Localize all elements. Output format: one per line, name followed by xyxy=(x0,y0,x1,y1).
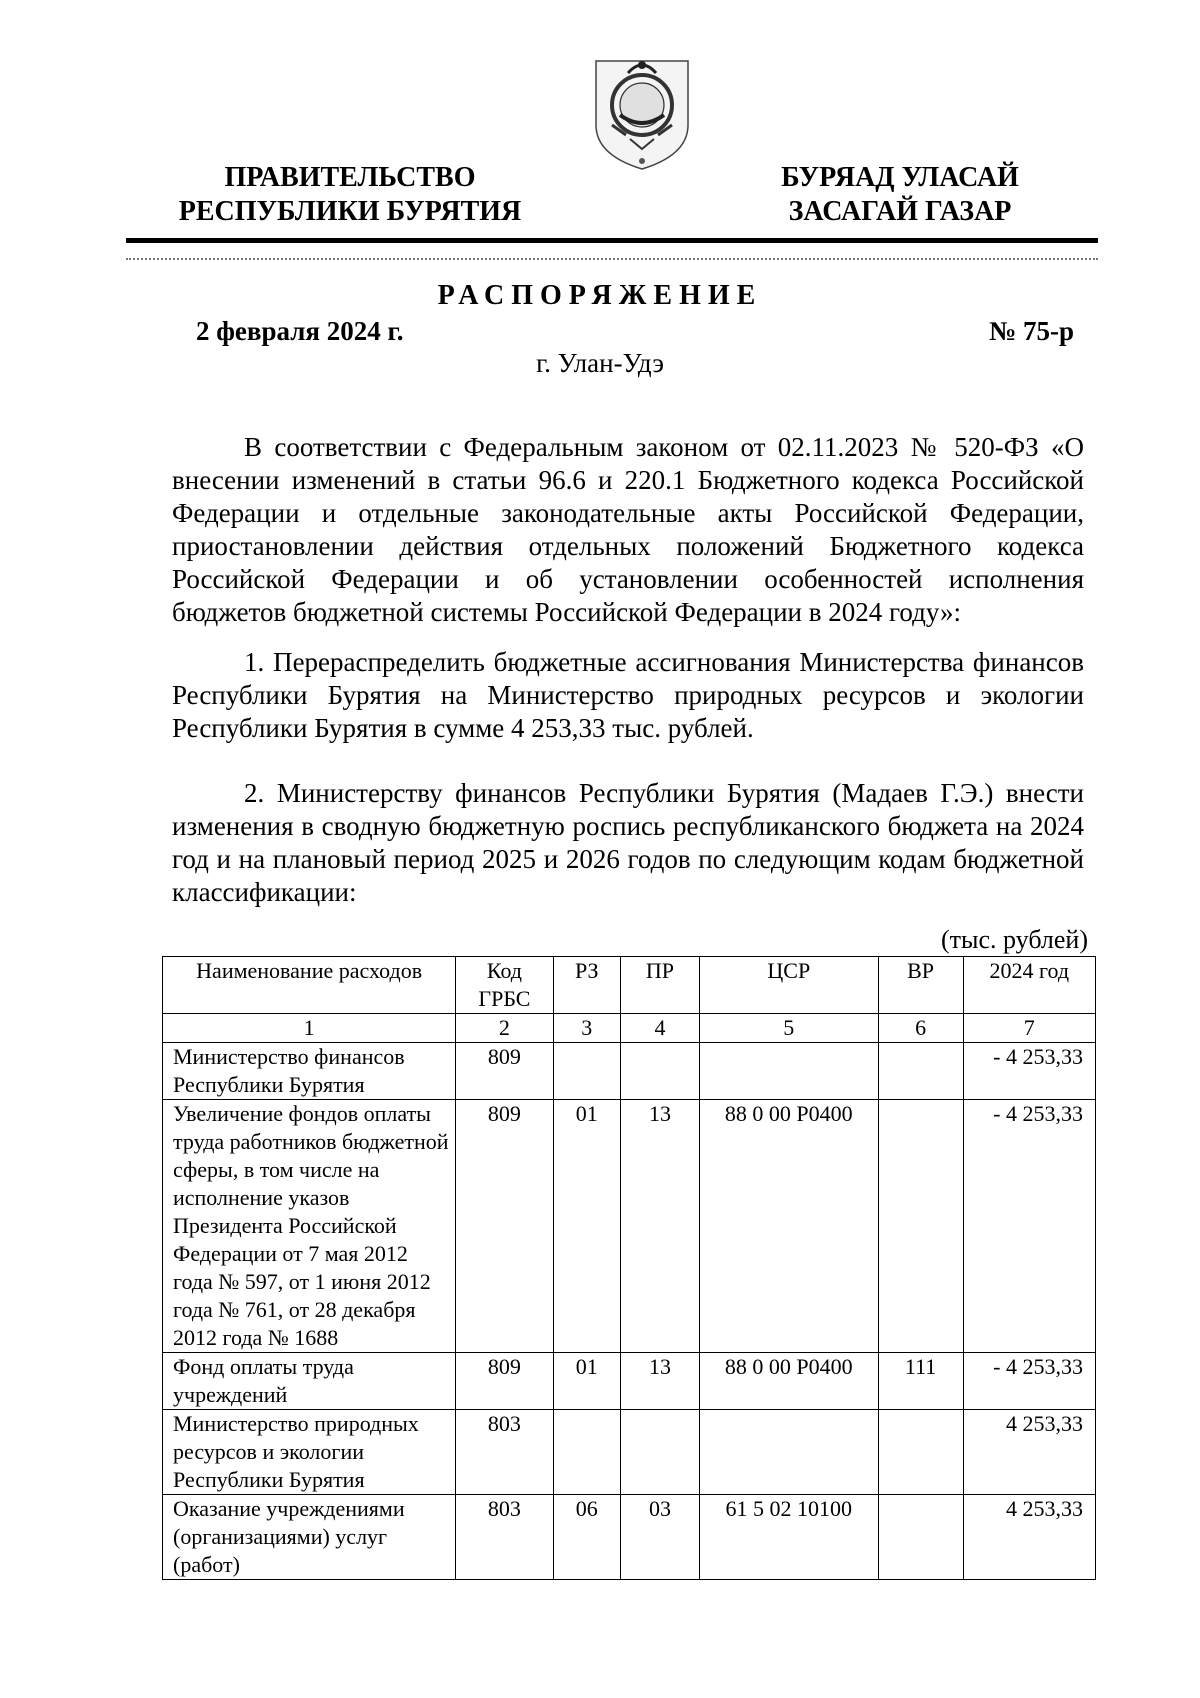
cell-grbs: 809 xyxy=(456,1353,553,1410)
cell-rz xyxy=(553,1043,620,1100)
header-sum: 2024 год xyxy=(963,957,1095,1014)
cell-csr: 88 0 00 Р0400 xyxy=(699,1353,878,1410)
issuer-buryat-line-1: БУРЯАД УЛАСАЙ xyxy=(781,162,1019,193)
cell-name: Оказание учреждениями (организациями) услуг (работ) xyxy=(163,1495,456,1580)
header-grbs: Код ГРБС xyxy=(456,957,553,1014)
header-name: Наименование расходов xyxy=(163,957,456,1014)
issuer-name-buryat xyxy=(760,161,1040,229)
cell-sum: - 4 253,33 xyxy=(963,1100,1095,1353)
document-number: № 75-р xyxy=(989,316,1074,346)
table-row xyxy=(163,1353,1096,1410)
issuer-line-1: ПРАВИТЕЛЬСТВО xyxy=(224,162,476,193)
cell-name: Увеличение фондов оплаты труда работников бюджетной сферы, в том числе на исполнение указов Президента Российской Федерации от 7 мая 2012 года № 597, от 1 июня 2012 года № 761, от 28 декабря 2012 года № 1688 xyxy=(163,1100,456,1353)
header-pr: ПР xyxy=(620,957,699,1014)
cell-csr xyxy=(699,1043,878,1100)
table-header-row xyxy=(163,957,1096,1014)
document-title: РАСПОРЯЖЕНИЕ xyxy=(437,280,763,311)
document-date: 2 февраля 2024 г. xyxy=(196,316,404,346)
cell-pr xyxy=(620,1043,699,1100)
header-rz: РЗ xyxy=(553,957,620,1014)
cell-pr xyxy=(620,1410,699,1495)
clause-1-paragraph: 1. Перераспределить бюджетные ассигнования Министерства финансов Республики Бурятия на Министерство природных ресурсов и экологии Республики Бурятия в сумме 4 253,33 тыс. рублей. xyxy=(172,647,1084,743)
cell-csr: 61 5 02 10100 xyxy=(699,1495,878,1580)
header-divider-thick xyxy=(126,238,1098,243)
cell-sum: 4 253,33 xyxy=(963,1495,1095,1580)
column-number-row xyxy=(163,1014,1096,1043)
cell-csr: 88 0 00 Р0400 xyxy=(699,1100,878,1353)
colnum-1: 1 xyxy=(163,1014,456,1043)
issuer-line-2: РЕСПУБЛИКИ БУРЯТИЯ xyxy=(178,196,522,227)
colnum-5: 5 xyxy=(699,1014,878,1043)
cell-rz: 01 xyxy=(553,1353,620,1410)
cell-rz: 01 xyxy=(553,1100,620,1353)
header-divider-thin xyxy=(126,258,1098,260)
colnum-4: 4 xyxy=(620,1014,699,1043)
table-unit-label: (тыс. рублей) xyxy=(940,925,1088,954)
cell-pr: 03 xyxy=(620,1495,699,1580)
cell-sum: - 4 253,33 xyxy=(963,1353,1095,1410)
cell-grbs: 809 xyxy=(456,1043,553,1100)
cell-name: Министерство финансов Республики Бурятия xyxy=(163,1043,456,1100)
cell-vr xyxy=(878,1043,963,1100)
cell-vr: 111 xyxy=(878,1353,963,1410)
cell-grbs: 803 xyxy=(456,1495,553,1580)
budget-table xyxy=(162,956,1096,1580)
cell-name: Министерство природных ресурсов и экологии Республики Бурятия xyxy=(163,1410,456,1495)
colnum-2: 2 xyxy=(456,1014,553,1043)
cell-pr: 13 xyxy=(620,1353,699,1410)
cell-vr xyxy=(878,1410,963,1495)
preamble-paragraph: В соответствии с Федеральным законом от 02.11.2023 № 520-ФЗ «О внесении изменений в статьи 96.6 и 220.1 Бюджетного кодекса Российской Федерации и отдельные законодательные акты Российской Федерации, приостановлении действия отдельных положений Бюджетного кодекса Российской Федерации и об установлении особенностей исполнения бюджетов бюджетной системы Российской Федерации в 2024 году»: xyxy=(172,432,1084,627)
colnum-7: 7 xyxy=(963,1014,1095,1043)
cell-vr xyxy=(878,1495,963,1580)
header-vr: ВР xyxy=(878,957,963,1014)
table-row xyxy=(163,1043,1096,1100)
cell-sum: - 4 253,33 xyxy=(963,1043,1095,1100)
colnum-6: 6 xyxy=(878,1014,963,1043)
cell-rz: 06 xyxy=(553,1495,620,1580)
cell-grbs: 809 xyxy=(456,1100,553,1353)
document-city: г. Улан-Удэ xyxy=(536,348,664,378)
cell-sum: 4 253,33 xyxy=(963,1410,1095,1495)
issuer-name-russian xyxy=(160,161,540,229)
cell-pr: 13 xyxy=(620,1100,699,1353)
coat-of-arms-icon xyxy=(590,55,694,173)
table-row xyxy=(163,1100,1096,1353)
colnum-3: 3 xyxy=(553,1014,620,1043)
cell-name: Фонд оплаты труда учреждений xyxy=(163,1353,456,1410)
table-row xyxy=(163,1410,1096,1495)
cell-rz xyxy=(553,1410,620,1495)
cell-csr xyxy=(699,1410,878,1495)
cell-vr xyxy=(878,1100,963,1353)
table-row xyxy=(163,1495,1096,1580)
issuer-buryat-line-2: ЗАСАГАЙ ГАЗАР xyxy=(788,196,1012,227)
header-csr: ЦСР xyxy=(699,957,878,1014)
clause-2-paragraph: 2. Министерству финансов Республики Бурятия (Мадаев Г.Э.) внести изменения в сводную бюджетную роспись республиканского бюджета на 2024 год и на плановый период 2025 и 2026 годов по следующим кодам бюджетной классификации: xyxy=(172,778,1084,907)
cell-grbs: 803 xyxy=(456,1410,553,1495)
